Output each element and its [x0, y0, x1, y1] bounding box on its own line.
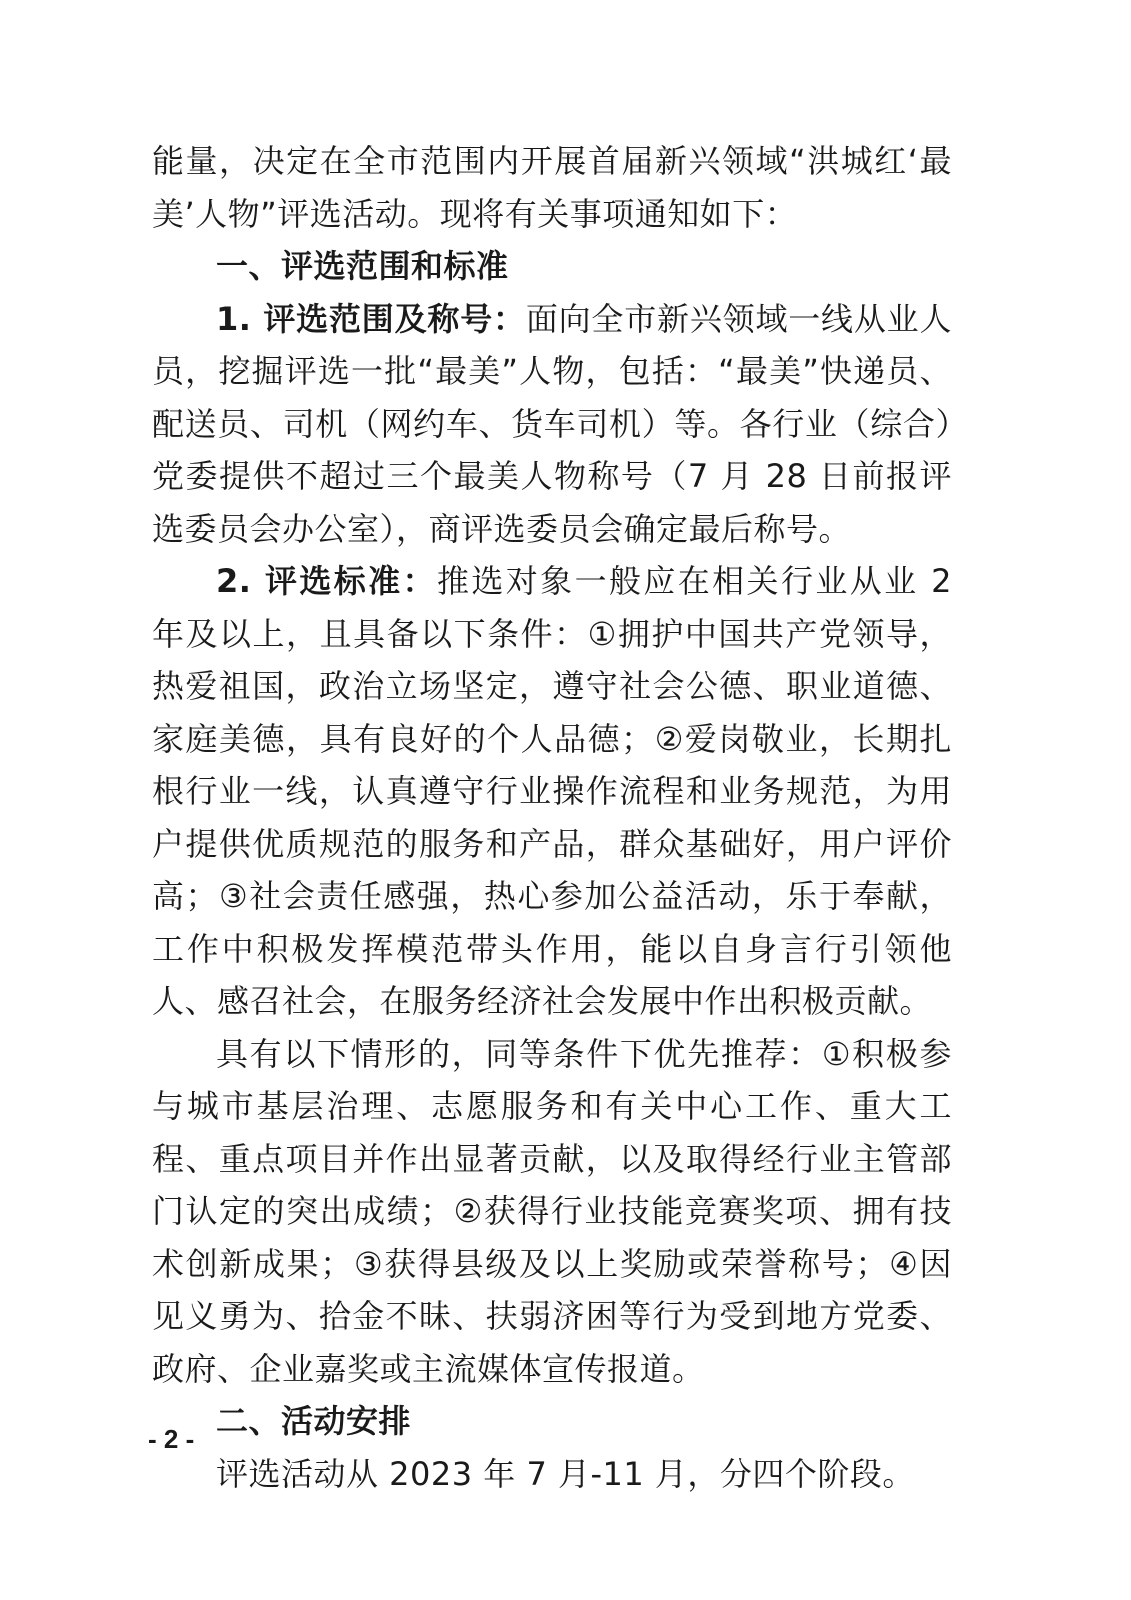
- section-heading-2: 二、活动安排: [216, 1402, 412, 1440]
- paragraph-criteria: [152, 555, 952, 1028]
- paragraph-scope: [152, 293, 952, 556]
- paragraph-intro-continuation: 能量，决定在全市范围内开展首届新兴领域“洪城红‘最美’人物”评选活动。现将有关事项通知如下：: [152, 142, 952, 233]
- paragraph-schedule: 评选活动从 2023 年 7 月-11 月，分四个阶段。: [216, 1454, 915, 1493]
- document-body: [152, 135, 952, 1500]
- section-heading-1: 一、评选范围和标准: [216, 247, 509, 285]
- criteria-lead: 2. 评选标准：: [216, 562, 437, 600]
- page-number: - 2 -: [148, 1424, 195, 1454]
- scope-lead: 1. 评选范围及称号：: [216, 299, 526, 338]
- paragraph-priority: 具有以下情形的，同等条件下优先推荐：①积极参与城市基层治理、志愿服务和有关中心工作、重大工程、重点项目并作出显著贡献，以及取得经行业主管部门认定的突出成绩；②获得行业技能竞赛奖项、拥有技术创新成果；③获得县级及以上奖励或荣誉称号；④因见义勇为、拾金不昧、扶弱济困等行为受到地方党委、政府、企业嘉奖或主流媒体宣传报道。: [152, 1034, 952, 1388]
- criteria-body: 推选对象一般应在相关行业从业 2 年及以上，且具备以下条件：①拥护中国共产党领导，热爱祖国，政治立场坚定，遵守社会公德、职业道德、家庭美德，具有良好的个人品德；②爱岗敬业，长期扎根行业一线，认真遵守行业操作流程和业务规范，为用户提供优质规范的服务和产品，群众基础好，用户评价高；③社会责任感强，热心参加公益活动，乐于奉献，工作中积极发挥模范带头作用，能以自身言行引领他人、感召社会，在服务经济社会发展中作出积极贡献。: [152, 562, 952, 1020]
- scope-body: 面向全市新兴领域一线从业人员，挖掘评选一批“最美”人物，包括：“最美”快递员、配送员、司机（网约车、货车司机）等。各行业（综合）党委提供不超过三个最美人物称号（7 月 28 日前报评选委员会办公室），商评选委员会确定最后称号。: [152, 299, 952, 548]
